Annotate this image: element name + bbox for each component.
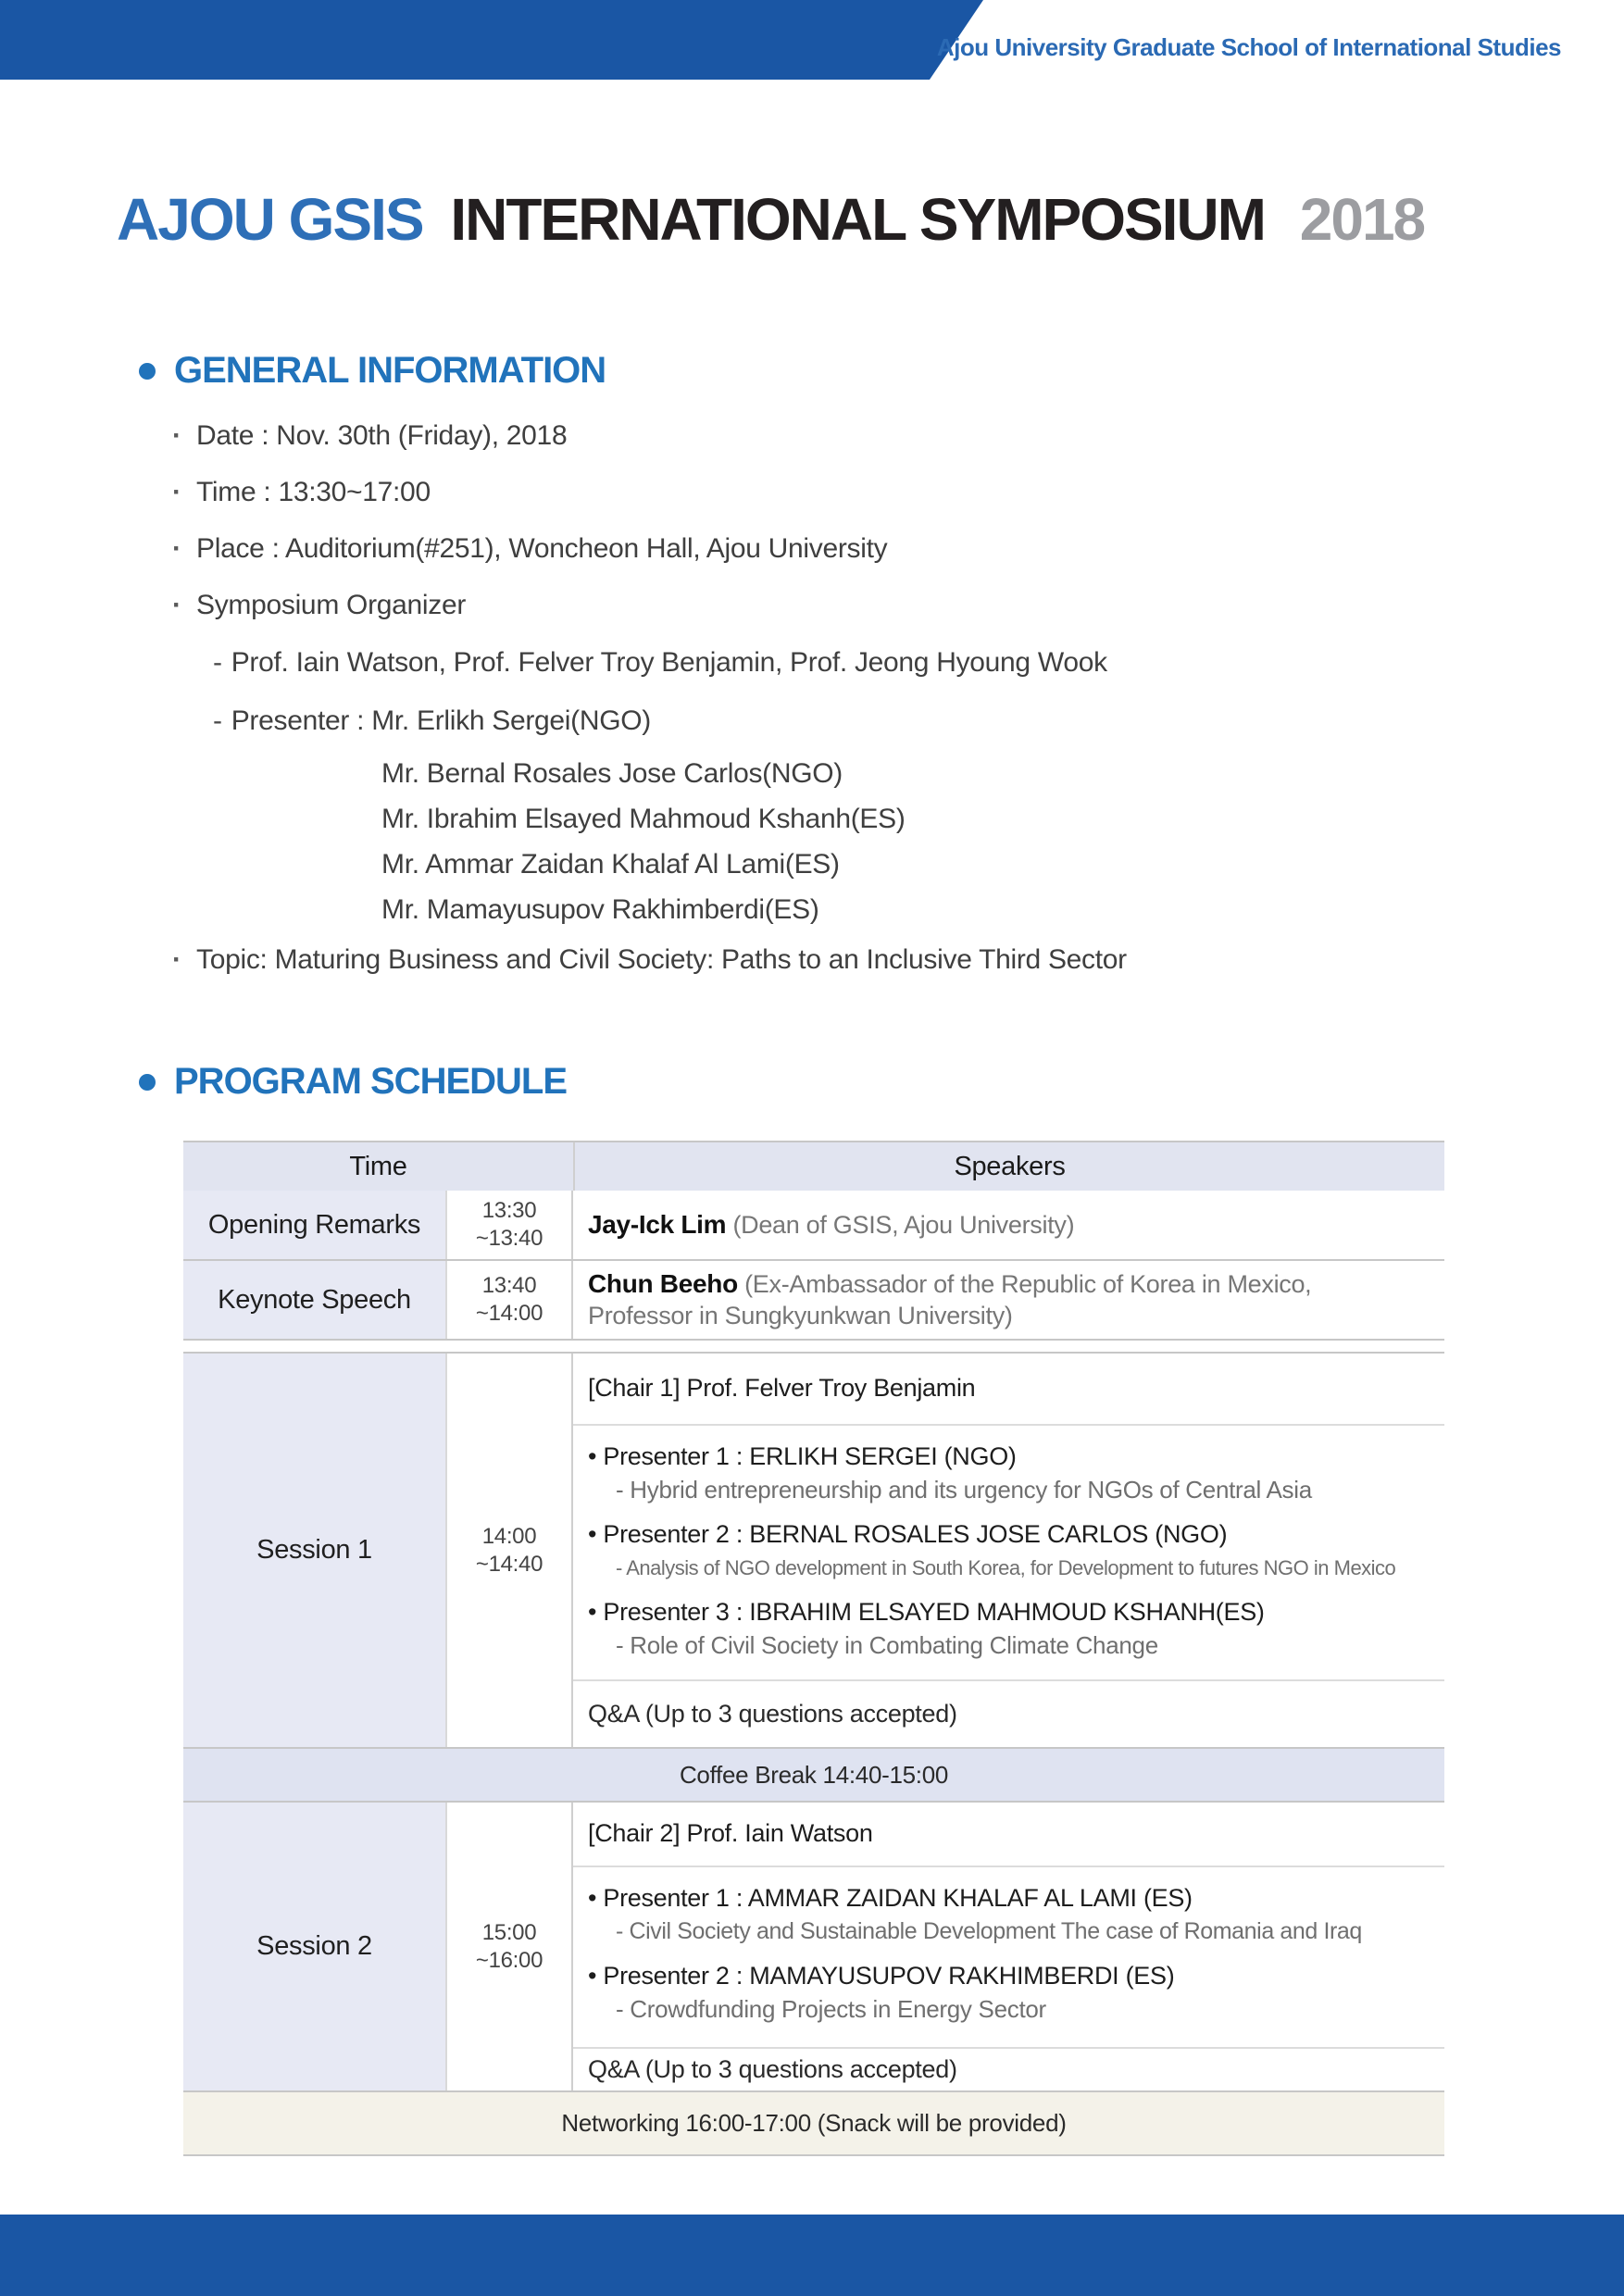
session-label: Session 1 [183, 1354, 447, 1747]
qa-row: Q&A (Up to 3 questions accepted) [573, 1679, 1444, 1747]
org-name: Ajou University Graduate School of International Studies [936, 33, 1561, 61]
presenter-name: Mr. Ibrahim Elsayed Mahmoud Kshanh(ES) [381, 803, 906, 834]
coffee-break-row: Coffee Break 14:40-15:00 [183, 1747, 1444, 1801]
column-header-time: Time [183, 1142, 575, 1191]
presenter-entry: • Presenter 1 : AMMAR ZAIDAN KHALAF AL LAMI (ES) - Civil Society and Sustainable Development The case of Romania and Iraq [588, 1884, 1362, 1945]
list-item-organizer: · Symposium Organizer [172, 577, 1487, 633]
header-band [0, 0, 983, 80]
qa-row: Q&A (Up to 3 questions accepted) [573, 2047, 1444, 2090]
dash-marker: - [213, 646, 222, 678]
chair-row: [Chair 2] Prof. Iain Watson [573, 1803, 1444, 1867]
row-time: 13:30 ~13:40 [447, 1191, 573, 1259]
presenter-entry: • Presenter 2 : BERNAL ROSALES JOSE CARLOS (NGO) - Analysis of NGO development in South Korea, for Development to futures NGO in Mexico [588, 1520, 1396, 1579]
table-header-row [183, 1141, 1444, 1191]
dash-marker: - [213, 705, 222, 736]
program-schedule-heading: PROGRAM SCHEDULE [139, 1061, 567, 1103]
list-item-time: · Time : 13:30~17:00 [172, 464, 1487, 520]
footer-band [0, 2215, 1624, 2296]
title-brand: AJOU GSIS [117, 186, 423, 253]
bullet-icon [139, 1074, 156, 1091]
presenter-entry: • Presenter 1 : ERLIKH SERGEI (NGO) - Hybrid entrepreneurship and its urgency for NGOs of Central Asia [588, 1442, 1312, 1504]
session-time: 14:00 ~14:40 [447, 1354, 573, 1747]
list-item-topic: · Topic: Maturing Business and Civil Society: Paths to an Inclusive Third Sector [172, 932, 1487, 988]
table-row-keynote [183, 1261, 1444, 1341]
table-row-opening [183, 1191, 1444, 1261]
column-header-speakers: Speakers [954, 1151, 1066, 1181]
chair-row: [Chair 1] Prof. Felver Troy Benjamin [573, 1354, 1444, 1426]
list-item-organizers: - Prof. Iain Watson, Prof. Felver Troy Benjamin, Prof. Jeong Hyoung Wook [213, 646, 1107, 678]
schedule-table [183, 1141, 1444, 2156]
list-item-place: · Place : Auditorium(#251), Woncheon Hall, Ajou University [172, 520, 1487, 577]
table-gap [183, 1341, 1444, 1352]
general-info-list [172, 407, 1487, 988]
session1-block [183, 1352, 1444, 1747]
bullet-icon [139, 363, 156, 380]
presenter-entry: • Presenter 3 : IBRAHIM ELSAYED MAHMOUD KSHANH(ES) - Role of Civil Society in Combating Climate Change [588, 1598, 1265, 1660]
row-speaker: Jay-Ick Lim (Dean of GSIS, Ajou University) [588, 1210, 1075, 1239]
presenter-name: Mr. Erlikh Sergei(NGO) [371, 705, 651, 736]
list-item-date: · Date : Nov. 30th (Friday), 2018 [172, 407, 1487, 464]
row-label: Opening Remarks [183, 1191, 447, 1259]
session-content [573, 1803, 1444, 2090]
session-label: Session 2 [183, 1803, 447, 2090]
presenter-name: Mr. Mamayusupov Rakhimberdi(ES) [381, 893, 819, 925]
presenter-name: Mr. Ammar Zaidan Khalaf Al Lami(ES) [381, 848, 840, 880]
networking-row: Networking 16:00-17:00 (Snack will be provided) [183, 2090, 1444, 2156]
row-label: Keynote Speech [183, 1261, 447, 1339]
presenters-area [573, 1426, 1444, 1680]
presenter-name: Mr. Bernal Rosales Jose Carlos(NGO) [381, 757, 843, 789]
session-time: 15:00 ~16:00 [447, 1803, 573, 2090]
presenter-entry: • Presenter 2 : MAMAYUSUPOV RAKHIMBERDI (ES) - Crowdfunding Projects in Energy Sector [588, 1962, 1175, 2024]
title-main: INTERNATIONAL SYMPOSIUM [450, 186, 1265, 253]
row-time: 13:40 ~14:00 [447, 1261, 573, 1339]
general-info-heading: GENERAL INFORMATION [139, 350, 606, 392]
session-content [573, 1354, 1444, 1747]
list-item-presenter: - Presenter : Mr. Erlikh Sergei(NGO) [213, 705, 651, 736]
session2-block [183, 1801, 1444, 2090]
presenters-area [573, 1867, 1444, 2048]
page-title [117, 185, 1424, 254]
title-year: 2018 [1299, 186, 1425, 253]
row-speaker: Chun Beeho (Ex-Ambassador of the Republic of Korea in Mexico, Professor in Sungkyunkwan University) [588, 1269, 1312, 1329]
